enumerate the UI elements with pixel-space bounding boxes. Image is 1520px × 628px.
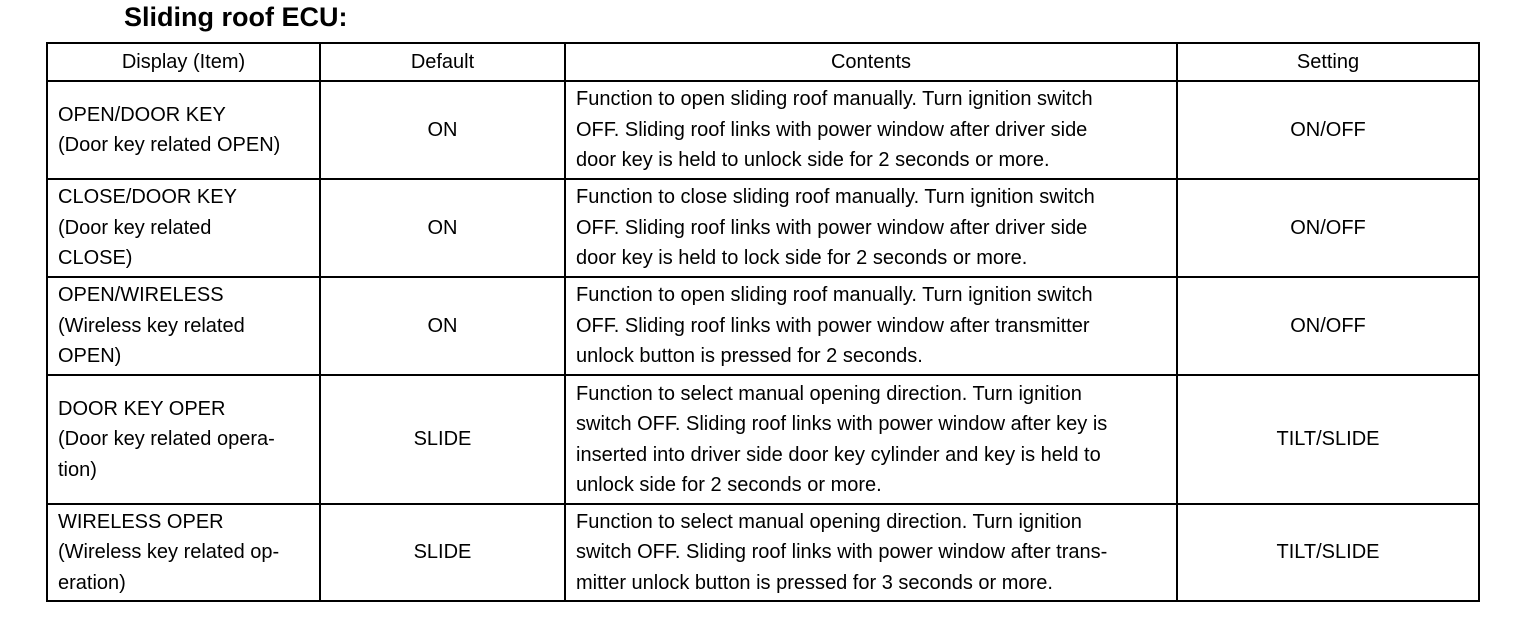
item-line: tion) xyxy=(58,458,97,481)
item-line: DOOR KEY OPER xyxy=(58,397,226,420)
contents-line: Function to close sliding roof manually. Turn ignition switch xyxy=(576,186,1095,209)
header-contents: Contents xyxy=(565,43,1177,81)
contents-cell xyxy=(565,277,1177,375)
contents-line: mitter unlock button is pressed for 3 seconds or more. xyxy=(576,571,1053,594)
item-cell xyxy=(47,277,320,375)
contents-line: OFF. Sliding roof links with power window after driver side xyxy=(576,216,1088,239)
setting-cell: ON/OFF xyxy=(1177,277,1479,375)
setting-cell: ON/OFF xyxy=(1177,81,1479,179)
contents-line: Function to open sliding roof manually. Turn ignition switch xyxy=(576,88,1093,111)
table-row xyxy=(47,375,1479,504)
item-cell xyxy=(47,81,320,179)
table-row xyxy=(47,504,1479,601)
table-row xyxy=(47,179,1479,277)
contents-cell xyxy=(565,375,1177,504)
contents-cell xyxy=(565,504,1177,601)
contents-line: unlock button is pressed for 2 seconds. xyxy=(576,345,923,368)
item-cell xyxy=(47,375,320,504)
setting-cell: TILT/SLIDE xyxy=(1177,375,1479,504)
item-line: (Wireless key related op- xyxy=(58,541,280,564)
default-cell: SLIDE xyxy=(320,504,565,601)
default-cell: ON xyxy=(320,179,565,277)
contents-line: switch OFF. Sliding roof links with power window after key is xyxy=(576,413,1108,435)
header-setting: Setting xyxy=(1177,43,1479,81)
contents-line: Function to select manual opening direction. Turn ignition xyxy=(576,382,1082,405)
item-line: (Door key related xyxy=(58,216,212,239)
contents-line: OFF. Sliding roof links with power window after transmitter xyxy=(576,314,1090,337)
contents-cell xyxy=(565,179,1177,277)
item-line: eration) xyxy=(58,571,126,594)
contents-line: unlock side for 2 seconds or more. xyxy=(576,474,882,496)
setting-cell: ON/OFF xyxy=(1177,179,1479,277)
item-line: OPEN/WIRELESS xyxy=(58,284,224,307)
contents-line: inserted into driver side door key cylinder and key is held to xyxy=(576,443,1101,466)
contents-line: OFF. Sliding roof links with power window after driver side xyxy=(576,118,1088,141)
item-line: (Door key related opera- xyxy=(58,428,275,451)
table-header-row xyxy=(47,43,1479,81)
default-cell: ON xyxy=(320,81,565,179)
item-line: (Wireless key related xyxy=(58,314,245,337)
table-row xyxy=(47,277,1479,375)
contents-cell xyxy=(565,81,1177,179)
table-row xyxy=(47,81,1479,179)
item-cell xyxy=(47,504,320,601)
item-line: CLOSE) xyxy=(58,247,133,270)
page-title: Sliding roof ECU: xyxy=(124,2,348,32)
item-line: CLOSE/DOOR KEY xyxy=(58,186,237,209)
contents-line: switch OFF. Sliding roof links with power window after trans- xyxy=(576,541,1108,564)
contents-line: door key is held to unlock side for 2 seconds or more. xyxy=(576,149,1050,172)
item-line: (Door key related OPEN) xyxy=(58,134,281,156)
header-display-item: Display (Item) xyxy=(47,43,320,81)
settings-table xyxy=(46,42,1480,602)
setting-cell: TILT/SLIDE xyxy=(1177,504,1479,601)
item-line: OPEN/DOOR KEY xyxy=(58,103,226,126)
default-cell: ON xyxy=(320,277,565,375)
default-cell: SLIDE xyxy=(320,375,565,504)
contents-line: door key is held to lock side for 2 seconds or more. xyxy=(576,247,1028,270)
item-cell xyxy=(47,179,320,277)
contents-line: Function to open sliding roof manually. Turn ignition switch xyxy=(576,284,1093,307)
item-line: OPEN) xyxy=(58,345,122,368)
header-default: Default xyxy=(320,43,565,81)
contents-line: Function to select manual opening direction. Turn ignition xyxy=(576,510,1082,533)
item-line: WIRELESS OPER xyxy=(58,510,224,533)
